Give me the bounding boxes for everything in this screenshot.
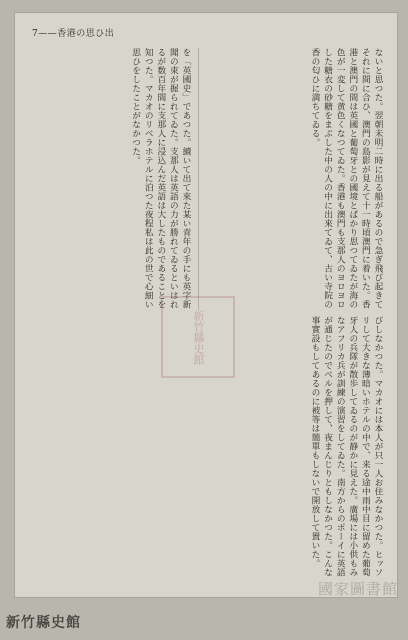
archive-logo: 新竹縣史館: [6, 615, 81, 631]
library-watermark: 國家圖書館: [317, 580, 398, 598]
page-header: 7——香港の思ひ出: [32, 29, 115, 39]
paragraph-right: ないと思つた。翌朝未明二時に出る船があるので急ぎ飛び起きてそれに間に合ひ、澳門の島影が見えて十一時頃澳門に着いた。香港と澳門の間は英國と葡萄牙との國境とばかり思つてゐたが海の色が一変して黄色くなつてゐた。香港も澳門も支那人のヨロヨロした糖衣の砂糖をまぶした中の人の中に出來てゐて、古い寺院の香の匂ひに満ちてゐる。: [310, 48, 383, 309]
text-column-left: [24, 48, 192, 310]
paragraph-left: を「英國史」であつた。續いて出て來た某い青年の手にも英字新聞の束が握られてゐた。支那人は英語の力が勝れてゐるといはれるが数百年間に支那人に浸込んだ英語は大したものであることを知つた。マカオのリベラホテルに泊つた夜程私は此の世で心細い思ひをしたことがなかつた。: [130, 48, 191, 309]
library-stamp: 新竹縣史館: [161, 296, 235, 378]
paragraph-bottom: びしなかつた。マカオには本人が只一人お住みなかつた。ヒッソリして大きな薄暗いホテルの中で、来る途中雨中目に留めた葡萄牙人の兵隊が散歩してゐるのが静かに見えた。廣場には小供もみなアフリカ兵が訓練の演習をしてゐた。南方からのポーイに英語が通じたのでベルを押して、夜まんじりともしなかつた。こんな事實設もしてあるのに被等は簡單もしないで開放して置いた。: [310, 316, 383, 577]
column-divider: [198, 48, 199, 310]
text-column-right: [200, 48, 384, 310]
